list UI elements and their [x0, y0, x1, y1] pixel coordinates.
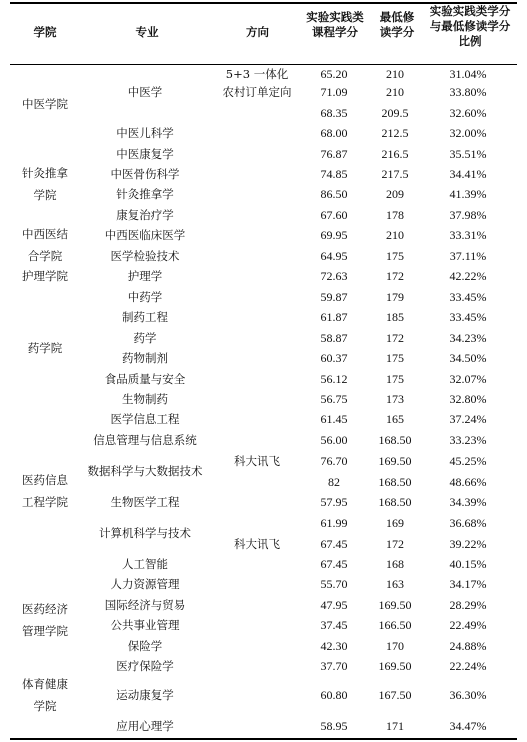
ratio-cell: 22.49%: [449, 618, 487, 632]
min-credits-cell: 212.5: [381, 126, 409, 140]
major-cell: 制药工程: [122, 310, 168, 324]
credits-cell: 56.75: [320, 392, 348, 406]
major-cell: 医学检验技术: [110, 249, 180, 263]
min-credits-cell: 210: [386, 67, 404, 81]
ratio-cell: 37.24%: [449, 412, 487, 426]
ratio-cell: 33.23%: [449, 433, 487, 447]
ratio-cell: 34.50%: [449, 351, 487, 365]
min-credits-cell: 168.50: [378, 433, 412, 447]
major-cell: 药学: [133, 331, 157, 345]
header-college: 学院: [33, 25, 57, 39]
ratio-cell: 37.11%: [449, 249, 487, 263]
credits-cell: 61.99: [320, 516, 348, 530]
credits-cell: 72.63: [320, 269, 348, 283]
credits-cell: 67.45: [320, 557, 348, 571]
header-credits: 实验实践类 课程学分: [306, 10, 364, 39]
college-cell: 医药信息 工程学院: [22, 473, 68, 509]
credits-cell: 67.60: [320, 208, 348, 222]
ratio-cell: 33.80%: [449, 85, 487, 99]
header-min-credits: 最低修 读学分: [379, 10, 415, 39]
college-cell: 针灸推拿 学院: [22, 166, 68, 202]
major-cell: 中医康复学: [116, 147, 174, 161]
ratio-cell: 45.25%: [449, 454, 487, 468]
min-credits-cell: 175: [386, 372, 404, 386]
min-credits-cell: 173: [386, 392, 404, 406]
credits-cell: 42.30: [320, 639, 348, 653]
min-credits-cell: 217.5: [381, 167, 409, 181]
credits-cell: 68.00: [320, 126, 348, 140]
ratio-cell: 28.29%: [449, 598, 487, 612]
ratio-cell: 42.22%: [449, 269, 487, 283]
min-credits-cell: 169: [386, 516, 404, 530]
credits-cell: 56.12: [320, 372, 348, 386]
major-cell: 生物医学工程: [110, 495, 180, 509]
college-cell: 体育健康 学院: [22, 677, 68, 713]
ratio-cell: 31.04%: [449, 67, 487, 81]
ratio-cell: 34.47%: [449, 719, 487, 733]
min-credits-cell: 175: [386, 351, 404, 365]
credits-cell: 56.00: [320, 433, 348, 447]
major-cell: 食品质量与安全: [104, 372, 186, 386]
credits-cell: 65.20: [320, 67, 348, 81]
min-credits-cell: 163: [386, 577, 404, 591]
ratio-cell: 32.07%: [449, 372, 487, 386]
major-cell: 保险学: [127, 639, 163, 653]
credits-cell: 86.50: [320, 187, 348, 201]
major-cell: 运动康复学: [116, 688, 174, 702]
major-cell: 国际经济与贸易: [104, 598, 186, 612]
credits-cell: 68.35: [320, 106, 348, 120]
credits-cell: 60.80: [320, 688, 348, 702]
min-credits-cell: 210: [386, 228, 404, 242]
credits-cell: 58.87: [320, 331, 348, 345]
ratio-cell: 36.68%: [449, 516, 487, 530]
min-credits-cell: 165: [386, 412, 404, 426]
credits-cell: 59.87: [320, 290, 348, 304]
credits-cell: 61.87: [320, 310, 348, 324]
min-credits-cell: 171: [386, 719, 404, 733]
credits-cell: 37.70: [320, 659, 348, 673]
min-credits-cell: 169.50: [378, 659, 412, 673]
min-credits-cell: 168.50: [378, 495, 412, 509]
credits-cell: 55.70: [320, 577, 348, 591]
min-credits-cell: 172: [386, 269, 404, 283]
direction-cell: 农村订单定向: [222, 85, 292, 99]
college-cell: 中医学院: [22, 97, 68, 111]
min-credits-cell: 210: [386, 85, 404, 99]
major-cell: 人工智能: [122, 557, 168, 571]
credits-cell: 76.87: [320, 147, 348, 161]
ratio-cell: 40.15%: [449, 557, 487, 571]
min-credits-cell: 172: [386, 537, 404, 551]
major-cell: 中医学: [127, 85, 163, 99]
ratio-cell: 32.00%: [449, 126, 487, 140]
credits-cell: 61.45: [320, 412, 348, 426]
table-header-rule: [10, 64, 517, 65]
credits-cell: 76.70: [320, 454, 348, 468]
min-credits-cell: 185: [386, 310, 404, 324]
direction-cell: 科大讯飞: [234, 454, 280, 468]
ratio-cell: 33.45%: [449, 310, 487, 324]
credits-cell: 58.95: [320, 719, 348, 733]
major-cell: 中医儿科学: [116, 126, 174, 140]
major-cell: 信息管理与信息系统: [93, 433, 197, 447]
direction-cell: 科大讯飞: [234, 537, 280, 551]
ratio-cell: 24.88%: [449, 639, 487, 653]
min-credits-cell: 170: [386, 639, 404, 653]
major-cell: 计算机科学与技术: [99, 526, 191, 540]
major-cell: 康复治疗学: [116, 208, 174, 222]
credits-cell: 82: [328, 475, 340, 489]
min-credits-cell: 169.50: [378, 454, 412, 468]
ratio-cell: 33.31%: [449, 228, 487, 242]
ratio-cell: 34.41%: [449, 167, 487, 181]
min-credits-cell: 178: [386, 208, 404, 222]
credits-cell: 71.09: [320, 85, 348, 99]
ratio-cell: 32.80%: [449, 392, 487, 406]
min-credits-cell: 168: [386, 557, 404, 571]
college-cell: 药学院: [27, 341, 63, 355]
major-cell: 中药学: [127, 290, 163, 304]
major-cell: 针灸推拿学: [116, 187, 174, 201]
ratio-cell: 32.60%: [449, 106, 487, 120]
college-cell: 医药经济 管理学院: [22, 602, 68, 638]
credits-cell: 64.95: [320, 249, 348, 263]
min-credits-cell: 216.5: [381, 147, 409, 161]
ratio-cell: 34.39%: [449, 495, 487, 509]
major-cell: 公共事业管理: [110, 618, 180, 632]
college-cell: 护理学院: [22, 269, 68, 283]
ratio-cell: 34.23%: [449, 331, 487, 345]
college-cell: 中西医结 合学院: [22, 227, 68, 263]
major-cell: 生物制药: [122, 392, 168, 406]
min-credits-cell: 172: [386, 331, 404, 345]
major-cell: 医学信息工程: [110, 412, 180, 426]
table-bottom-rule: [10, 738, 517, 740]
min-credits-cell: 169.50: [378, 598, 412, 612]
major-cell: 医疗保险学: [116, 659, 174, 673]
ratio-cell: 48.66%: [449, 475, 487, 489]
ratio-cell: 33.45%: [449, 290, 487, 304]
major-cell: 人力资源管理: [110, 577, 180, 591]
credits-cell: 37.45: [320, 618, 348, 632]
major-cell: 中医骨伤科学: [110, 167, 180, 181]
direction-cell: 5+3 一体化: [225, 67, 289, 81]
credits-cell: 57.95: [320, 495, 348, 509]
ratio-cell: 34.17%: [449, 577, 487, 591]
credits-cell: 47.95: [320, 598, 348, 612]
min-credits-cell: 179: [386, 290, 404, 304]
ratio-cell: 22.24%: [449, 659, 487, 673]
major-cell: 应用心理学: [116, 719, 174, 733]
min-credits-cell: 167.50: [378, 688, 412, 702]
ratio-cell: 39.22%: [449, 537, 487, 551]
header-major: 专业: [135, 25, 159, 39]
credits-cell: 69.95: [320, 228, 348, 242]
min-credits-cell: 166.50: [378, 618, 412, 632]
min-credits-cell: 209.5: [381, 106, 409, 120]
min-credits-cell: 175: [386, 249, 404, 263]
credits-cell: 74.85: [320, 167, 348, 181]
ratio-cell: 36.30%: [449, 688, 487, 702]
ratio-cell: 37.98%: [449, 208, 487, 222]
major-cell: 药物制剂: [122, 351, 168, 365]
header-direction: 方向: [246, 25, 269, 39]
header-ratio: 实验实践类学分 与最低修读学分 比例: [429, 4, 511, 48]
major-cell: 护理学: [127, 269, 163, 283]
credits-cell: 67.45: [320, 537, 348, 551]
ratio-cell: 35.51%: [449, 147, 487, 161]
major-cell: 中西医临床医学: [104, 228, 186, 242]
credits-cell: 60.37: [320, 351, 348, 365]
min-credits-cell: 209: [386, 187, 404, 201]
min-credits-cell: 168.50: [378, 475, 412, 489]
ratio-cell: 41.39%: [449, 187, 487, 201]
major-cell: 数据科学与大数据技术: [87, 464, 203, 478]
